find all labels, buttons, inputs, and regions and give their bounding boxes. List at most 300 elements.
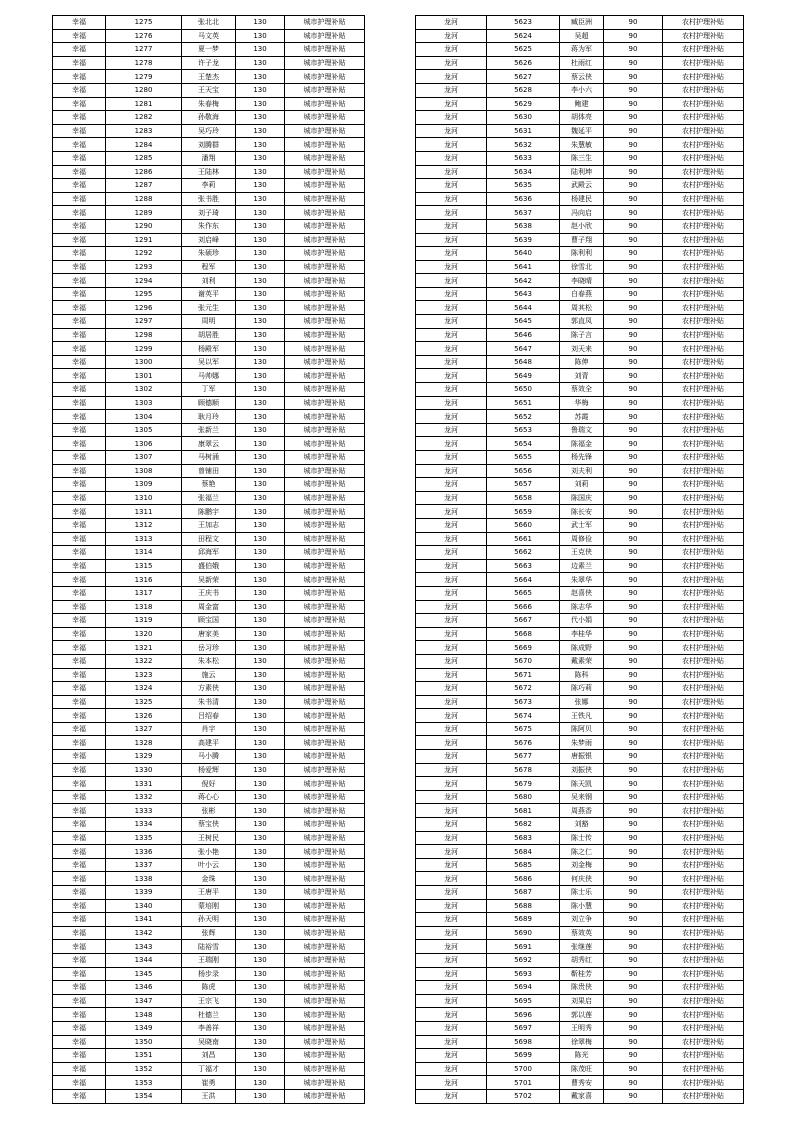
id-cell: 1297	[106, 315, 182, 329]
type-cell: 农村护理补贴	[663, 287, 744, 301]
id-cell: 5638	[487, 219, 560, 233]
type-cell: 城市护理补贴	[285, 1089, 365, 1103]
amount-cell: 130	[236, 858, 285, 872]
amount-cell: 90	[604, 981, 663, 995]
table-row	[53, 777, 365, 791]
table-row	[416, 383, 744, 397]
table-row	[53, 274, 365, 288]
amount-cell: 130	[236, 1021, 285, 1035]
name-cell: 马小腾	[182, 750, 236, 764]
type-cell: 农村护理补贴	[663, 967, 744, 981]
id-cell: 5668	[487, 627, 560, 641]
table-row	[416, 315, 744, 329]
type-cell: 农村护理补贴	[663, 491, 744, 505]
amount-cell: 130	[236, 451, 285, 465]
id-cell: 5637	[487, 206, 560, 220]
name-cell: 吴来钢	[560, 790, 604, 804]
id-cell: 1341	[106, 913, 182, 927]
area-cell: 幸福	[53, 777, 106, 791]
type-cell: 农村护理补贴	[663, 994, 744, 1008]
area-cell: 幸福	[53, 396, 106, 410]
amount-cell: 130	[236, 1076, 285, 1090]
name-cell: 张书胜	[182, 192, 236, 206]
type-cell: 农村护理补贴	[663, 654, 744, 668]
table-row	[53, 423, 365, 437]
area-cell: 龙河	[416, 1008, 487, 1022]
table-row	[53, 627, 365, 641]
amount-cell: 130	[236, 274, 285, 288]
area-cell: 龙河	[416, 233, 487, 247]
amount-cell: 90	[604, 804, 663, 818]
id-cell: 1285	[106, 151, 182, 165]
table-row	[416, 1035, 744, 1049]
amount-cell: 90	[604, 138, 663, 152]
name-cell: 张福兰	[182, 491, 236, 505]
amount-cell: 90	[604, 668, 663, 682]
name-cell: 蔡艳	[182, 478, 236, 492]
table-row	[53, 56, 365, 70]
table-row	[53, 654, 365, 668]
name-cell: 郭以莲	[560, 1008, 604, 1022]
area-cell: 幸福	[53, 56, 106, 70]
id-cell: 5656	[487, 464, 560, 478]
type-cell: 城市护理补贴	[285, 83, 365, 97]
name-cell: 朱本松	[182, 654, 236, 668]
type-cell: 城市护理补贴	[285, 260, 365, 274]
amount-cell: 90	[604, 641, 663, 655]
amount-cell: 90	[604, 179, 663, 193]
type-cell: 农村护理补贴	[663, 111, 744, 125]
type-cell: 城市护理补贴	[285, 614, 365, 628]
area-cell: 幸福	[53, 926, 106, 940]
area-cell: 龙河	[416, 586, 487, 600]
type-cell: 农村护理补贴	[663, 899, 744, 913]
id-cell: 1306	[106, 437, 182, 451]
amount-cell: 130	[236, 16, 285, 30]
name-cell: 金珠	[182, 872, 236, 886]
amount-cell: 90	[604, 97, 663, 111]
area-cell: 幸福	[53, 192, 106, 206]
area-cell: 龙河	[416, 1062, 487, 1076]
id-cell: 5692	[487, 953, 560, 967]
type-cell: 城市护理补贴	[285, 777, 365, 791]
area-cell: 龙河	[416, 1089, 487, 1103]
name-cell: 高建平	[182, 736, 236, 750]
table-row	[416, 328, 744, 342]
name-cell: 吴巧玲	[182, 124, 236, 138]
table-row	[416, 1089, 744, 1103]
amount-cell: 130	[236, 546, 285, 560]
id-cell: 5658	[487, 491, 560, 505]
type-cell: 农村护理补贴	[663, 219, 744, 233]
area-cell: 幸福	[53, 682, 106, 696]
table-row	[416, 396, 744, 410]
id-cell: 1327	[106, 722, 182, 736]
area-cell: 幸福	[53, 16, 106, 30]
name-cell: 杨殿军	[182, 342, 236, 356]
area-cell: 龙河	[416, 1049, 487, 1063]
name-cell: 蔡云侠	[560, 70, 604, 84]
table-row	[53, 478, 365, 492]
type-cell: 农村护理补贴	[663, 274, 744, 288]
area-cell: 幸福	[53, 518, 106, 532]
name-cell: 王洪	[182, 1089, 236, 1103]
id-cell: 5671	[487, 668, 560, 682]
name-cell: 陈士乐	[560, 886, 604, 900]
type-cell: 城市护理补贴	[285, 151, 365, 165]
name-cell: 施云	[182, 668, 236, 682]
id-cell: 1349	[106, 1021, 182, 1035]
name-cell: 陈虎	[182, 981, 236, 995]
name-cell: 程军	[182, 260, 236, 274]
amount-cell: 130	[236, 695, 285, 709]
right-table-body	[416, 16, 744, 1104]
id-cell: 5646	[487, 328, 560, 342]
amount-cell: 130	[236, 260, 285, 274]
type-cell: 城市护理补贴	[285, 423, 365, 437]
area-cell: 幸福	[53, 437, 106, 451]
name-cell: 张元生	[182, 301, 236, 315]
area-cell: 龙河	[416, 315, 487, 329]
id-cell: 1340	[106, 899, 182, 913]
amount-cell: 90	[604, 831, 663, 845]
table-row	[53, 981, 365, 995]
type-cell: 城市护理补贴	[285, 287, 365, 301]
area-cell: 幸福	[53, 546, 106, 560]
id-cell: 1350	[106, 1035, 182, 1049]
name-cell: 戴家喜	[560, 1089, 604, 1103]
amount-cell: 90	[604, 614, 663, 628]
type-cell: 农村护理补贴	[663, 1008, 744, 1022]
type-cell: 农村护理补贴	[663, 355, 744, 369]
amount-cell: 90	[604, 83, 663, 97]
id-cell: 1345	[106, 967, 182, 981]
amount-cell: 90	[604, 478, 663, 492]
id-cell: 1322	[106, 654, 182, 668]
area-cell: 龙河	[416, 641, 487, 655]
area-cell: 幸福	[53, 83, 106, 97]
right-subsidy-table	[415, 15, 744, 1104]
name-cell: 臧臣洲	[560, 16, 604, 30]
amount-cell: 130	[236, 1089, 285, 1103]
area-cell: 龙河	[416, 981, 487, 995]
amount-cell: 130	[236, 600, 285, 614]
table-row	[416, 410, 744, 424]
area-cell: 龙河	[416, 695, 487, 709]
table-row	[416, 355, 744, 369]
id-cell: 5628	[487, 83, 560, 97]
id-cell: 1337	[106, 858, 182, 872]
id-cell: 5698	[487, 1035, 560, 1049]
type-cell: 城市护理补贴	[285, 478, 365, 492]
area-cell: 幸福	[53, 940, 106, 954]
name-cell: 周燕香	[560, 804, 604, 818]
table-row	[53, 70, 365, 84]
id-cell: 1320	[106, 627, 182, 641]
id-cell: 5678	[487, 763, 560, 777]
type-cell: 城市护理补贴	[285, 600, 365, 614]
id-cell: 1279	[106, 70, 182, 84]
id-cell: 1283	[106, 124, 182, 138]
type-cell: 城市护理补贴	[285, 668, 365, 682]
id-cell: 5643	[487, 287, 560, 301]
amount-cell: 90	[604, 260, 663, 274]
table-row	[53, 219, 365, 233]
amount-cell: 90	[604, 899, 663, 913]
type-cell: 农村护理补贴	[663, 315, 744, 329]
type-cell: 农村护理补贴	[663, 247, 744, 261]
table-row	[416, 750, 744, 764]
id-cell: 5689	[487, 913, 560, 927]
table-row	[53, 1076, 365, 1090]
id-cell: 1281	[106, 97, 182, 111]
name-cell: 刘振侠	[560, 763, 604, 777]
type-cell: 农村护理补贴	[663, 260, 744, 274]
name-cell: 刘天来	[560, 342, 604, 356]
type-cell: 农村护理补贴	[663, 926, 744, 940]
area-cell: 龙河	[416, 953, 487, 967]
id-cell: 1336	[106, 845, 182, 859]
area-cell: 龙河	[416, 301, 487, 315]
type-cell: 农村护理补贴	[663, 586, 744, 600]
type-cell: 农村护理补贴	[663, 301, 744, 315]
table-row	[416, 1076, 744, 1090]
id-cell: 5666	[487, 600, 560, 614]
amount-cell: 90	[604, 763, 663, 777]
id-cell: 5630	[487, 111, 560, 125]
type-cell: 城市护理补贴	[285, 967, 365, 981]
table-row	[53, 233, 365, 247]
name-cell: 田程文	[182, 532, 236, 546]
amount-cell: 90	[604, 994, 663, 1008]
id-cell: 1290	[106, 219, 182, 233]
area-cell: 幸福	[53, 994, 106, 1008]
name-cell: 冯向启	[560, 206, 604, 220]
area-cell: 幸福	[53, 953, 106, 967]
table-row	[416, 1062, 744, 1076]
area-cell: 幸福	[53, 981, 106, 995]
name-cell: 王楚杰	[182, 70, 236, 84]
amount-cell: 130	[236, 1035, 285, 1049]
name-cell: 孙天明	[182, 913, 236, 927]
table-row	[416, 559, 744, 573]
table-row	[53, 532, 365, 546]
area-cell: 幸福	[53, 722, 106, 736]
type-cell: 农村护理补贴	[663, 777, 744, 791]
table-row	[416, 668, 744, 682]
type-cell: 农村护理补贴	[663, 858, 744, 872]
id-cell: 5623	[487, 16, 560, 30]
area-cell: 龙河	[416, 410, 487, 424]
id-cell: 5650	[487, 383, 560, 397]
area-cell: 龙河	[416, 179, 487, 193]
amount-cell: 90	[604, 43, 663, 57]
table-row	[53, 573, 365, 587]
area-cell: 龙河	[416, 913, 487, 927]
amount-cell: 130	[236, 219, 285, 233]
amount-cell: 90	[604, 518, 663, 532]
table-row	[53, 491, 365, 505]
table-row	[53, 736, 365, 750]
type-cell: 城市护理补贴	[285, 818, 365, 832]
type-cell: 城市护理补贴	[285, 505, 365, 519]
area-cell: 幸福	[53, 913, 106, 927]
id-cell: 5687	[487, 886, 560, 900]
area-cell: 龙河	[416, 396, 487, 410]
area-cell: 龙河	[416, 790, 487, 804]
amount-cell: 90	[604, 627, 663, 641]
type-cell: 城市护理补贴	[285, 124, 365, 138]
name-cell: 张彬	[182, 804, 236, 818]
id-cell: 5665	[487, 586, 560, 600]
name-cell: 周明	[182, 315, 236, 329]
amount-cell: 130	[236, 641, 285, 655]
name-cell: 杨爱辉	[182, 763, 236, 777]
amount-cell: 130	[236, 709, 285, 723]
area-cell: 幸福	[53, 70, 106, 84]
amount-cell: 90	[604, 464, 663, 478]
type-cell: 城市护理补贴	[285, 247, 365, 261]
area-cell: 龙河	[416, 383, 487, 397]
type-cell: 城市护理补贴	[285, 355, 365, 369]
id-cell: 1303	[106, 396, 182, 410]
type-cell: 城市护理补贴	[285, 736, 365, 750]
amount-cell: 130	[236, 355, 285, 369]
table-row	[53, 926, 365, 940]
amount-cell: 90	[604, 872, 663, 886]
name-cell: 赵喜侠	[560, 586, 604, 600]
type-cell: 城市护理补贴	[285, 233, 365, 247]
id-cell: 1325	[106, 695, 182, 709]
table-row	[53, 124, 365, 138]
area-cell: 龙河	[416, 505, 487, 519]
table-row	[53, 179, 365, 193]
id-cell: 5669	[487, 641, 560, 655]
area-cell: 幸福	[53, 1035, 106, 1049]
name-cell: 陈之仁	[560, 845, 604, 859]
amount-cell: 130	[236, 1049, 285, 1063]
type-cell: 农村护理补贴	[663, 464, 744, 478]
amount-cell: 130	[236, 872, 285, 886]
area-cell: 幸福	[53, 1008, 106, 1022]
id-cell: 5634	[487, 165, 560, 179]
id-cell: 5693	[487, 967, 560, 981]
name-cell: 肖宇	[182, 722, 236, 736]
table-row	[416, 1021, 744, 1035]
id-cell: 1326	[106, 709, 182, 723]
area-cell: 幸福	[53, 736, 106, 750]
name-cell: 杨建民	[560, 192, 604, 206]
type-cell: 城市护理补贴	[285, 981, 365, 995]
id-cell: 1333	[106, 804, 182, 818]
name-cell: 陈光	[560, 1049, 604, 1063]
id-cell: 1286	[106, 165, 182, 179]
name-cell: 崔勇	[182, 1076, 236, 1090]
type-cell: 农村护理补贴	[663, 614, 744, 628]
name-cell: 方素侠	[182, 682, 236, 696]
name-cell: 郭直凤	[560, 315, 604, 329]
table-row	[416, 899, 744, 913]
table-row	[416, 722, 744, 736]
type-cell: 城市护理补贴	[285, 111, 365, 125]
area-cell: 幸福	[53, 505, 106, 519]
name-cell: 陆裕雪	[182, 940, 236, 954]
id-cell: 1314	[106, 546, 182, 560]
name-cell: 杜雨红	[560, 56, 604, 70]
area-cell: 幸福	[53, 124, 106, 138]
name-cell: 陈鹏宇	[182, 505, 236, 519]
area-cell: 龙河	[416, 491, 487, 505]
amount-cell: 130	[236, 29, 285, 43]
table-row	[53, 396, 365, 410]
area-cell: 幸福	[53, 464, 106, 478]
name-cell: 朱翠华	[560, 573, 604, 587]
amount-cell: 90	[604, 573, 663, 587]
amount-cell: 130	[236, 478, 285, 492]
name-cell: 曹子翔	[560, 233, 604, 247]
type-cell: 农村护理补贴	[663, 573, 744, 587]
table-row	[416, 83, 744, 97]
area-cell: 幸福	[53, 315, 106, 329]
id-cell: 5629	[487, 97, 560, 111]
table-row	[416, 953, 744, 967]
id-cell: 1284	[106, 138, 182, 152]
id-cell: 1313	[106, 532, 182, 546]
amount-cell: 130	[236, 845, 285, 859]
area-cell: 龙河	[416, 43, 487, 57]
name-cell: 陈茂旺	[560, 1062, 604, 1076]
amount-cell: 90	[604, 56, 663, 70]
type-cell: 城市护理补贴	[285, 1062, 365, 1076]
type-cell: 城市护理补贴	[285, 940, 365, 954]
table-row	[416, 464, 744, 478]
type-cell: 城市护理补贴	[285, 546, 365, 560]
amount-cell: 130	[236, 682, 285, 696]
name-cell: 刘青	[560, 369, 604, 383]
name-cell: 朱慧敏	[560, 138, 604, 152]
area-cell: 龙河	[416, 192, 487, 206]
name-cell: 陈福金	[560, 437, 604, 451]
table-row	[416, 600, 744, 614]
area-cell: 龙河	[416, 478, 487, 492]
id-cell: 5653	[487, 423, 560, 437]
name-cell: 戴素荣	[560, 654, 604, 668]
type-cell: 农村护理补贴	[663, 138, 744, 152]
amount-cell: 130	[236, 559, 285, 573]
area-cell: 龙河	[416, 83, 487, 97]
type-cell: 城市护理补贴	[285, 179, 365, 193]
table-row	[416, 654, 744, 668]
area-cell: 幸福	[53, 260, 106, 274]
area-cell: 幸福	[53, 1021, 106, 1035]
type-cell: 城市护理补贴	[285, 328, 365, 342]
type-cell: 城市护理补贴	[285, 913, 365, 927]
amount-cell: 130	[236, 111, 285, 125]
amount-cell: 90	[604, 586, 663, 600]
id-cell: 5701	[487, 1076, 560, 1090]
name-cell: 朱梦雨	[560, 736, 604, 750]
area-cell: 幸福	[53, 559, 106, 573]
table-row	[53, 1035, 365, 1049]
amount-cell: 90	[604, 546, 663, 560]
table-row	[416, 804, 744, 818]
area-cell: 龙河	[416, 165, 487, 179]
area-cell: 幸福	[53, 1062, 106, 1076]
type-cell: 城市护理补贴	[285, 845, 365, 859]
type-cell: 城市护理补贴	[285, 831, 365, 845]
type-cell: 城市护理补贴	[285, 383, 365, 397]
name-cell: 张娜	[560, 695, 604, 709]
